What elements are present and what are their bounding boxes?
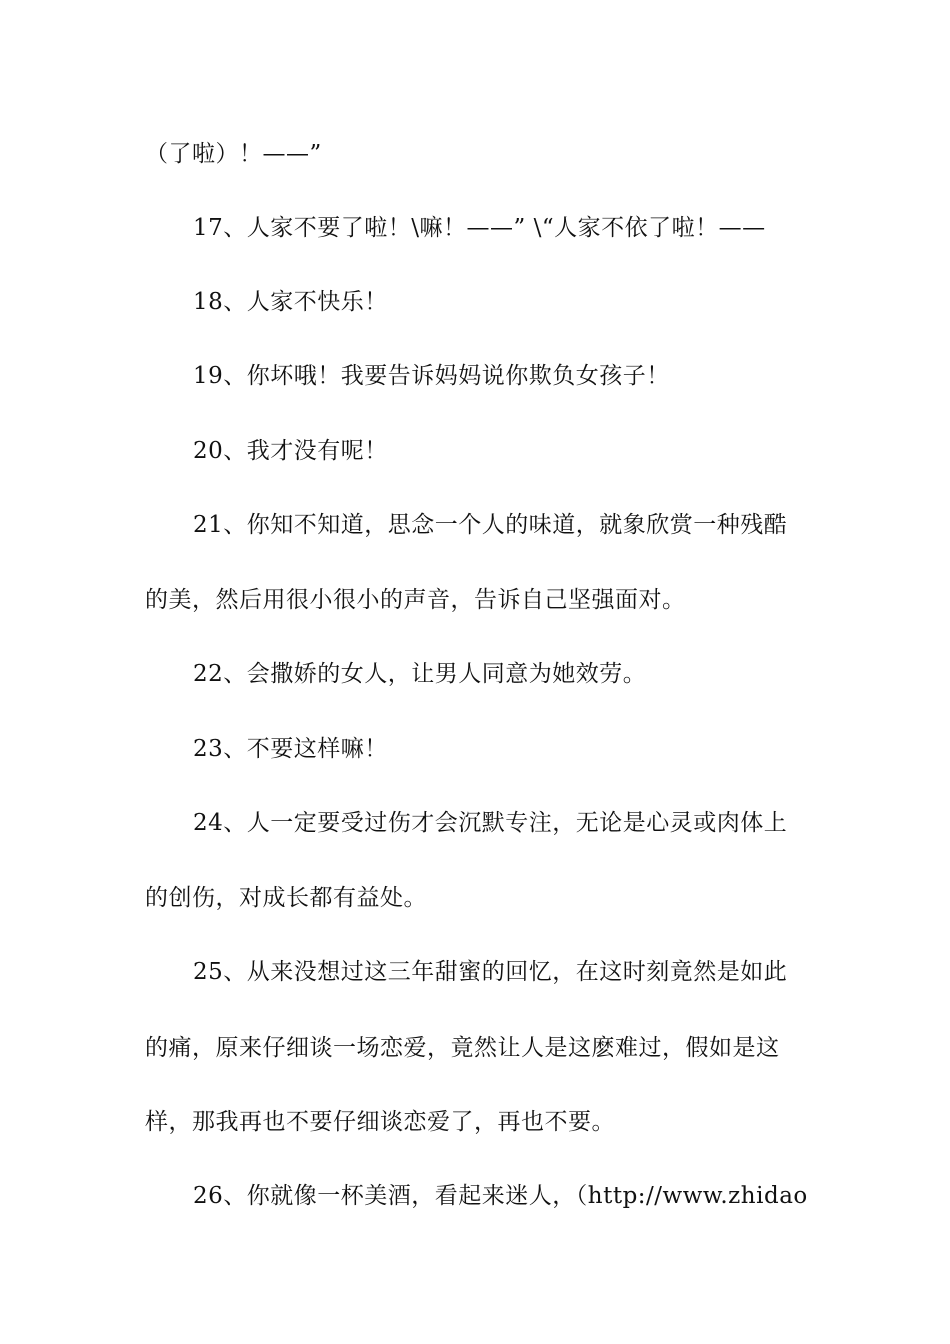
text-line-item-25: 25、从来没想过这三年甜蜜的回忆，在这时刻竟然是如此: [193, 959, 788, 985]
text-line-continuation: （了啦）！——”: [145, 141, 322, 167]
text-line-item-20: 20、我才没有呢！: [193, 438, 388, 464]
text-line-item-21-cont: 的美，然后用很小很小的声音，告诉自己坚强面对。: [145, 587, 686, 613]
text-line-item-23: 23、不要这样嘛！: [193, 736, 388, 762]
text-line-item-24: 24、人一定要受过伤才会沉默专注，无论是心灵或肉体上: [193, 810, 788, 836]
text-line-item-25-cont-1: 的痛，原来仔细谈一场恋爱，竟然让人是这麽难过，假如是这: [145, 1035, 780, 1061]
text-line-item-25-cont-2: 样，那我再也不要仔细谈恋爱了，再也不要。: [145, 1109, 615, 1135]
text-line-item-17: 17、人家不要了啦！\嘛！——” \“人家不依了啦！——: [193, 215, 766, 241]
text-line-item-26: 26、你就像一杯美酒，看起来迷人，（http://www.zhidao: [193, 1183, 808, 1209]
text-line-item-21: 21、你知不知道，思念一个人的味道，就象欣赏一种残酷: [193, 512, 788, 538]
text-line-item-22: 22、会撒娇的女人，让男人同意为她效劳。: [193, 661, 647, 687]
text-line-item-19: 19、你坏哦！我要告诉妈妈说你欺负女孩子！: [193, 363, 670, 389]
text-line-item-24-cont: 的创伤，对成长都有益处。: [145, 885, 427, 911]
text-line-item-18: 18、人家不快乐！: [193, 289, 388, 315]
